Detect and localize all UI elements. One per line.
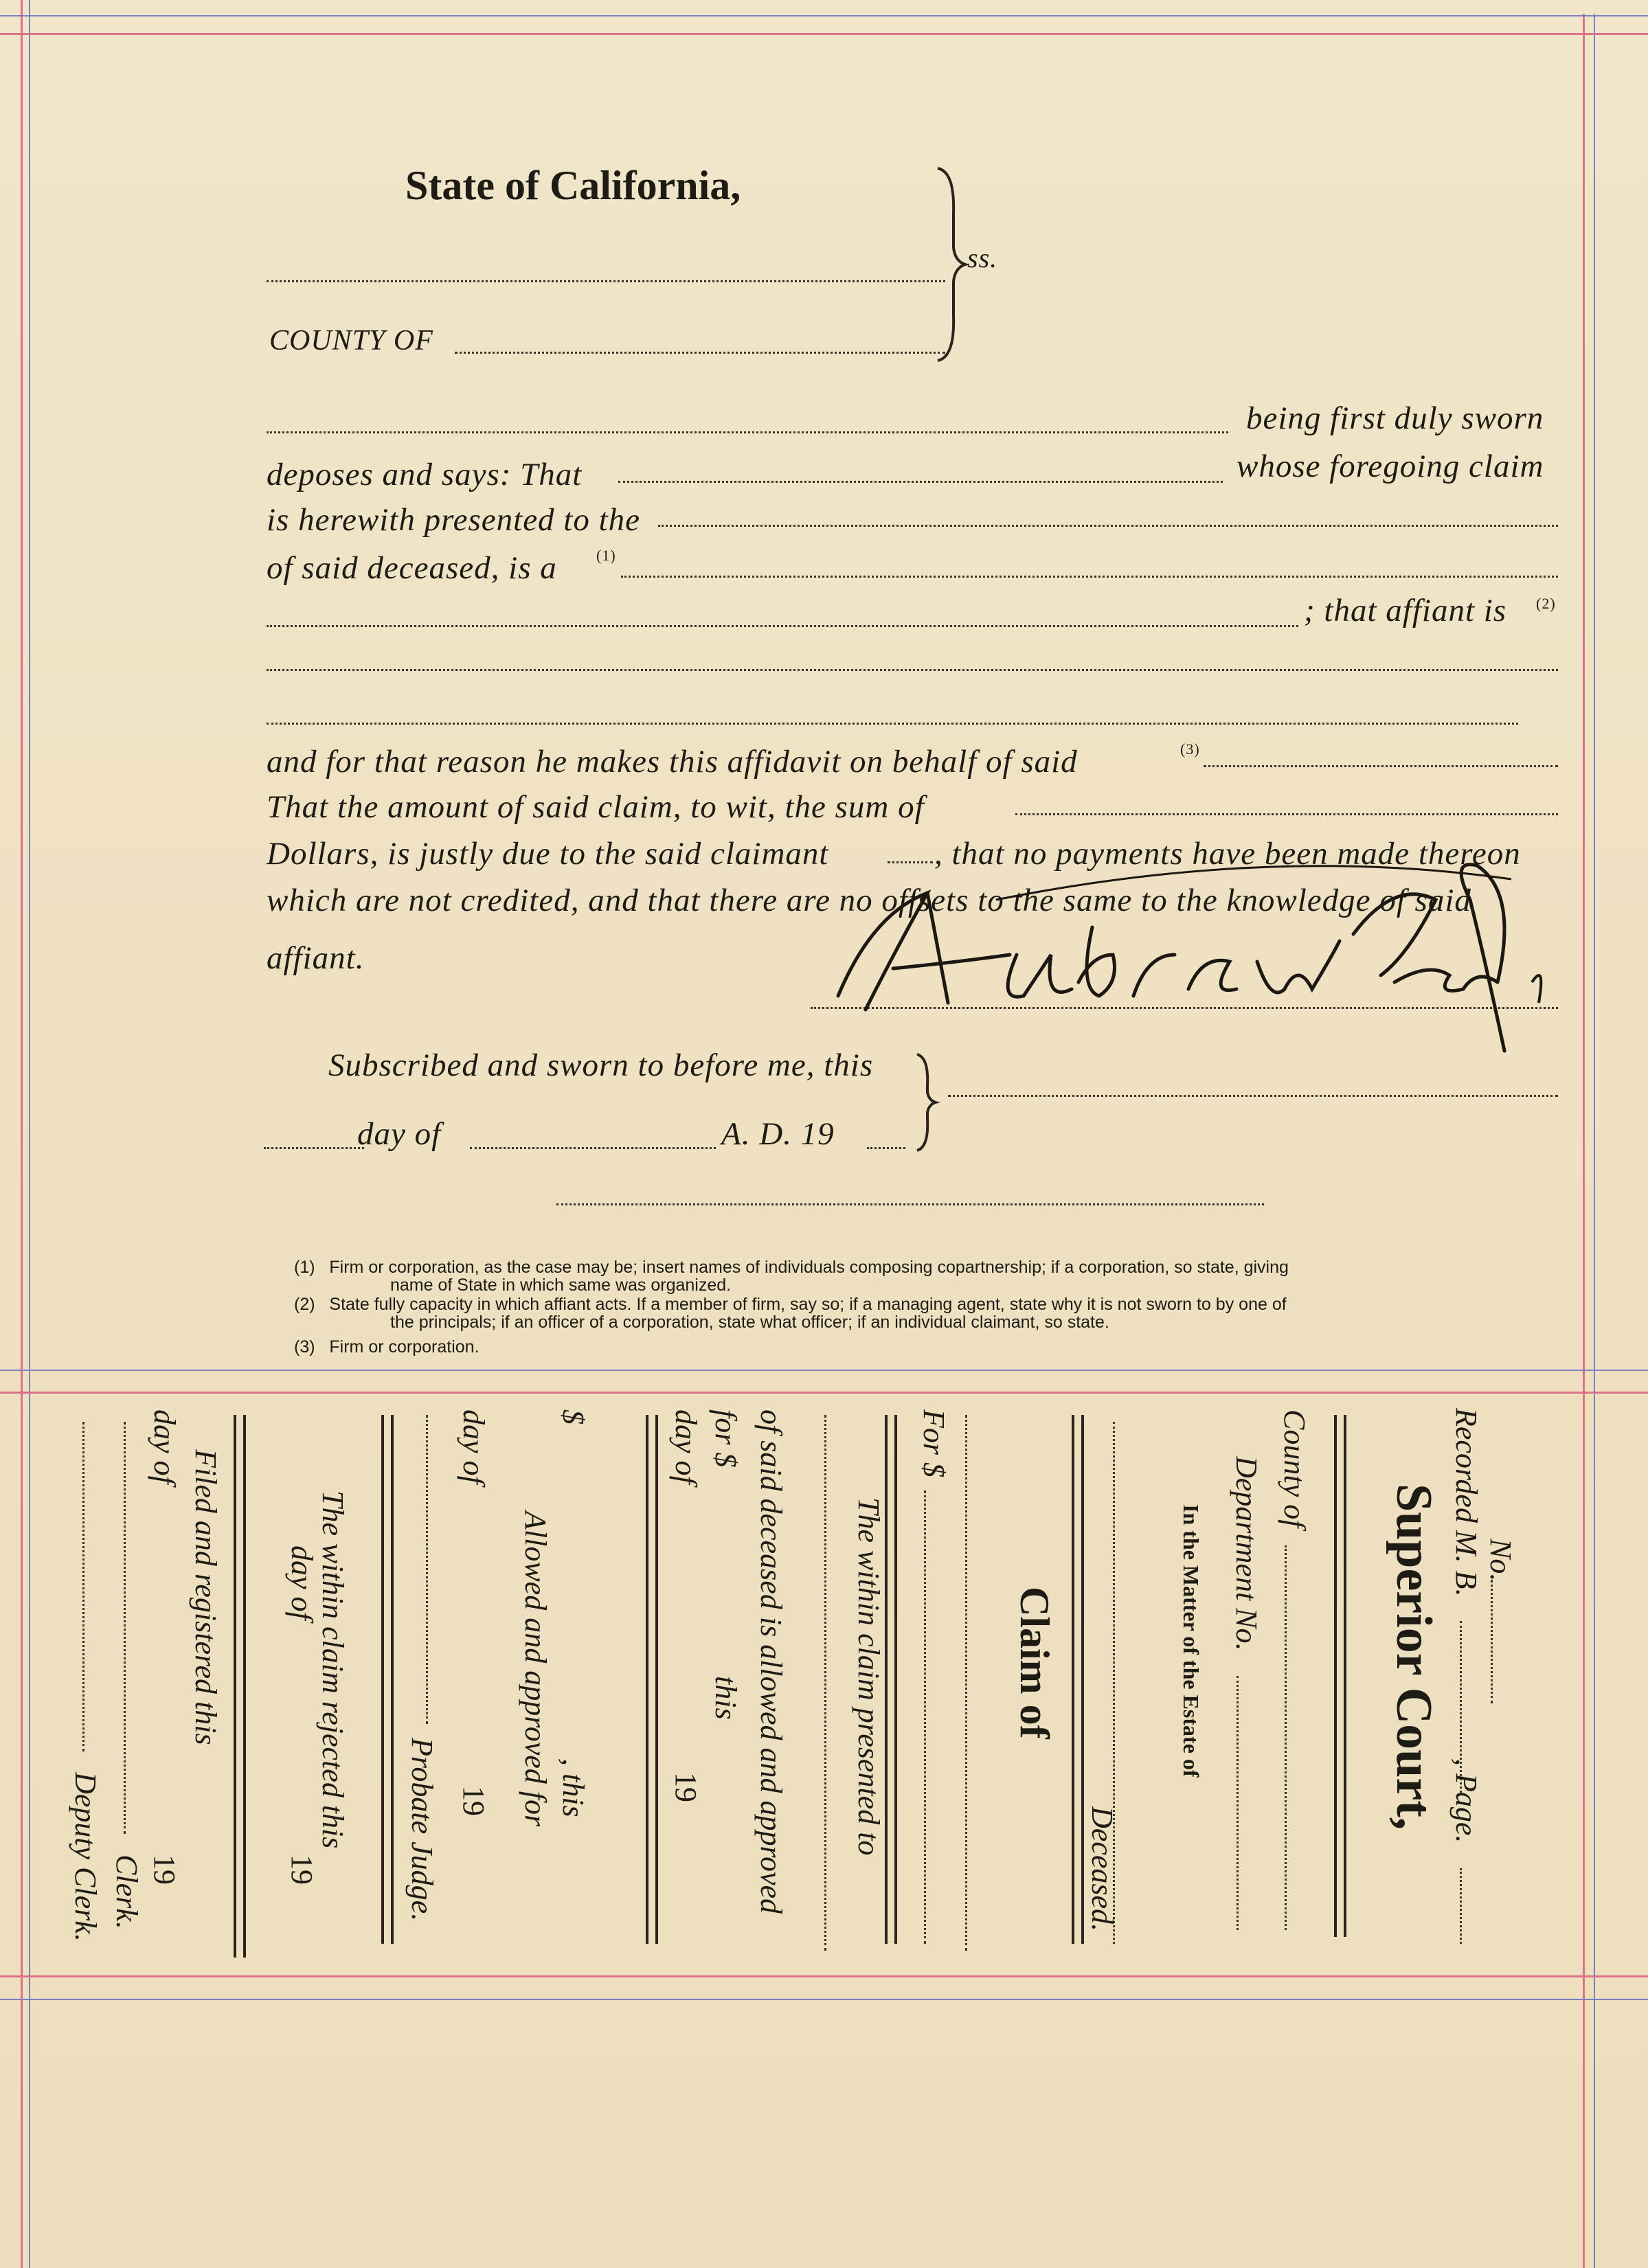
back-19: 19 — [669, 1772, 703, 1802]
claimant-back-blank — [965, 1415, 967, 1951]
jurat-brace — [914, 1051, 941, 1154]
line10a: Dollars, is justly due to the said claimant — [267, 836, 829, 872]
presented-blank — [658, 525, 1558, 527]
back-for: For $ — [917, 1409, 951, 1477]
line10b: , that no payments have been made thereon — [934, 836, 1521, 872]
back-department: Department No. — [1230, 1456, 1263, 1651]
back-day-of-3: day of — [285, 1545, 319, 1620]
deputy-blank — [82, 1422, 84, 1751]
footnote-1: (1) Firm or corporation, as the case may be; insert names of individuals composing copartnership; if a corporation, so state, giving name of State in which same was organized. — [294, 1258, 1289, 1295]
left-red-margin — [21, 0, 23, 2268]
county-blank — [455, 352, 945, 354]
claimant-blank — [618, 481, 1223, 483]
jurat-day: day of — [357, 1116, 442, 1152]
back-day-of-4: day of — [148, 1409, 181, 1484]
line12: affiant. — [267, 940, 365, 976]
back-deceased: Deceased. — [1085, 1806, 1119, 1932]
back-matter: In the Matter of the Estate of — [1179, 1504, 1204, 1778]
back-filed: Filed and registered this — [189, 1449, 223, 1745]
line4: of said deceased, is a — [267, 550, 557, 586]
line5: ; that affiant is — [1304, 593, 1507, 628]
back-this: this — [709, 1676, 743, 1720]
jurat-line1: Subscribed and sworn to before me, this — [328, 1047, 874, 1083]
presented-back-blank — [824, 1415, 826, 1951]
back-county: County of — [1278, 1409, 1311, 1528]
back-double-rule-6 — [234, 1415, 246, 1958]
back-said-deceased: of said deceased is allowed and approved — [754, 1409, 788, 1914]
jurat-ad: A. D. 19 — [721, 1116, 835, 1152]
line3: is herewith presented to the — [267, 502, 641, 538]
line9: That the amount of said claim, to wit, the sum of — [267, 789, 925, 825]
line2-start: deposes and says: That — [267, 457, 583, 492]
for-amount-blank — [924, 1490, 926, 1944]
handwritten-signature — [790, 817, 1566, 1078]
right-blue-margin — [1594, 14, 1595, 2268]
right-red-margin — [1583, 14, 1585, 2268]
back-double-rule-1 — [1334, 1415, 1346, 1937]
back-allowed: Allowed and approved for — [519, 1511, 552, 1827]
footnote-mark-2: (2) — [1536, 595, 1556, 612]
footnote-3: (3) Firm or corporation. — [294, 1337, 479, 1357]
back-this2: , this — [556, 1758, 590, 1817]
capacity-blank-1 — [267, 669, 1558, 671]
firm-blank — [1204, 765, 1558, 767]
ss-label: ss. — [967, 242, 998, 273]
back-probate: Probate Judge. — [405, 1738, 439, 1922]
low-red-rule — [0, 1975, 1648, 1977]
relationship-blank-2 — [267, 625, 1298, 627]
line11: which are not credited, and that there are no offsets to the same to the knowledge of said — [267, 883, 1471, 918]
footnote-mark-3: (3) — [1180, 740, 1200, 758]
back-double-rule-3 — [885, 1415, 897, 1944]
relationship-blank — [621, 576, 1558, 578]
back-for2: for $ — [709, 1409, 743, 1468]
back-19-4: 19 — [148, 1855, 181, 1885]
back-deputy: Deputy Clerk. — [69, 1772, 102, 1942]
footnote-mark-1: (1) — [596, 547, 616, 564]
capacity-blank-2 — [267, 723, 1518, 725]
judge-blank — [426, 1415, 428, 1724]
amount-blank — [1015, 813, 1558, 815]
line2-end: whose foregoing claim — [1237, 449, 1544, 484]
back-page: , Page. — [1449, 1758, 1483, 1844]
mid-red-rule — [0, 1392, 1648, 1394]
back-rejected: The within claim rejected this — [316, 1490, 350, 1849]
back-dollar: $ — [556, 1409, 590, 1425]
low-blue-rule — [0, 1999, 1648, 2000]
top-red-rule — [0, 33, 1648, 35]
back-19-2: 19 — [457, 1786, 490, 1816]
back-no: No. — [1484, 1539, 1517, 1582]
line8: and for that reason he makes this affidavit on behalf of said — [267, 744, 1078, 780]
notary-signature-line — [948, 1095, 1558, 1097]
back-clerk: Clerk. — [110, 1855, 144, 1929]
back-day-of-2: day of — [457, 1409, 490, 1484]
line1-end: being first duly sworn — [1246, 400, 1544, 436]
state-heading: State of California, — [405, 163, 741, 208]
back-presented: The within claim presented to — [852, 1497, 885, 1856]
clerk-blank — [124, 1422, 126, 1834]
notary-title-line — [556, 1203, 1264, 1205]
back-claim-of: Claim of — [1012, 1587, 1057, 1739]
back-court: Superior Court, — [1386, 1484, 1442, 1830]
affiant-name-blank — [267, 431, 1228, 433]
back-double-rule-2 — [1072, 1415, 1084, 1944]
page-blank — [1460, 1868, 1462, 1944]
back-double-rule-4 — [646, 1415, 658, 1944]
month-blank — [470, 1147, 716, 1149]
left-blue-margin — [29, 0, 30, 2268]
footnote-2: (2) State fully capacity in which affiant acts. If a member of firm, say so; if a managing agent, state why it is not sworn to by one of the principals; if an officer of a corporation, state what officer; if an individual claimant, so state. — [294, 1295, 1287, 1332]
top-blue-rule — [0, 15, 1648, 16]
back-recorded: Recorded M. B. — [1449, 1408, 1483, 1597]
day-blank — [264, 1147, 364, 1149]
department-blank — [1237, 1676, 1239, 1930]
back-day-of: day of — [669, 1409, 703, 1484]
county-back-blank — [1285, 1545, 1287, 1930]
year-blank — [867, 1147, 905, 1149]
back-no-blank — [1491, 1580, 1493, 1703]
back-double-rule-5 — [381, 1415, 394, 1944]
county-label: COUNTY OF — [269, 325, 433, 356]
state-blank — [267, 280, 945, 282]
back-19-3: 19 — [285, 1855, 319, 1885]
mid-blue-rule — [0, 1370, 1648, 1371]
